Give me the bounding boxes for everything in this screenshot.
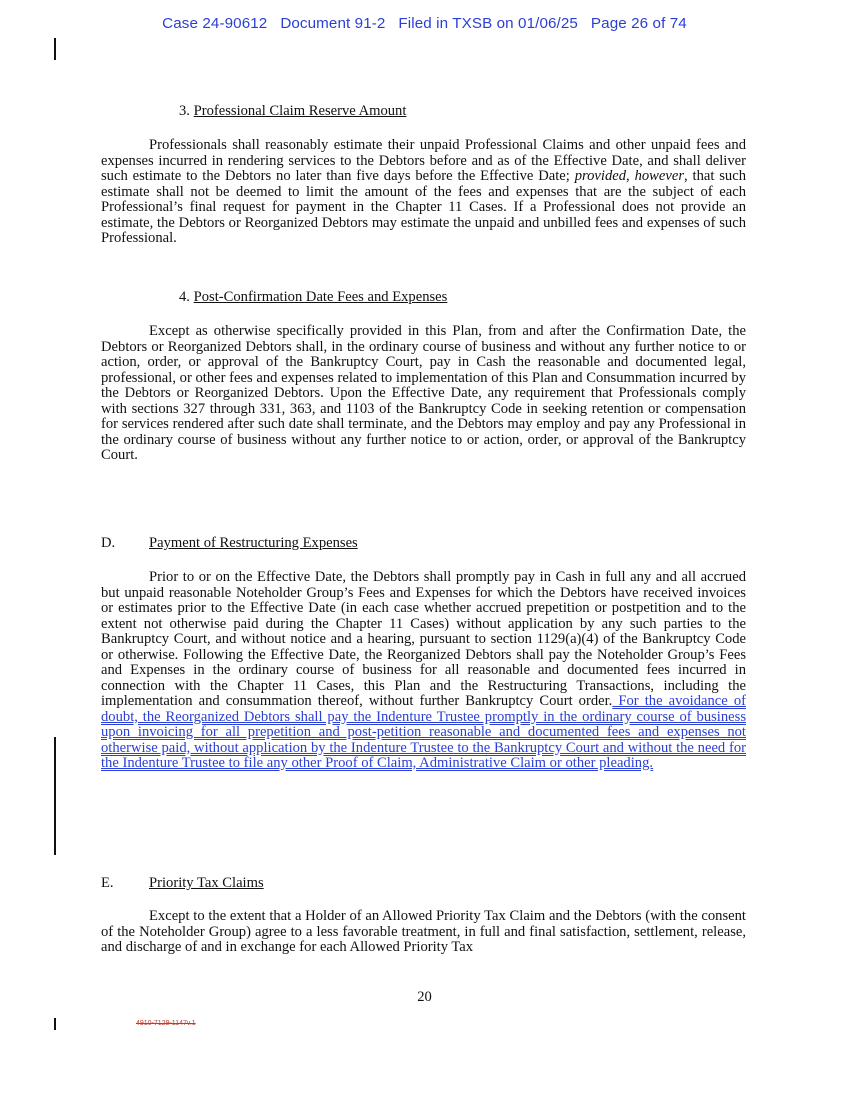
section-4-number: 4. <box>179 289 190 305</box>
change-bar-inserted <box>54 737 56 855</box>
case-number: Case 24-90612 <box>162 15 268 32</box>
section-e-heading <box>101 875 264 891</box>
section-d-letter: D. <box>101 535 116 551</box>
section-3-body: Professionals shall reasonably estimate their unpaid Professional Claims and other unpaid fees and expenses incurred in rendering services to the Debtors before and as of the Effective Date, and shall deliver such estimate to the Debtors no later than five days before the Effective Date; provided, however, that such estimate shall not be deemed to limit the amount of the fees and expenses that are the subject of each Professional’s final request for payment in the Chapter 11 Cases. If a Professional does not provide an estimate, the Debtors or Reorganized Debtors may estimate the unpaid and unbilled fees and expenses of such Professional. <box>101 137 747 246</box>
section-e-title: Priority Tax Claims <box>149 875 264 891</box>
document-number: Document 91-2 <box>280 15 386 32</box>
section-e-letter: E. <box>101 875 114 891</box>
filed-info: Filed in TXSB on 01/06/25 <box>398 15 578 32</box>
page-number: 20 <box>417 989 432 1005</box>
section-e-body: Except to the extent that a Holder of an Allowed Priority Tax Claim and the Debtors (with the consent of the Noteholder Group) agree to a less favorable treatment, in full and final satisfaction, settlement, release, and discharge of and in exchange for each Allowed Priority Tax <box>101 908 746 955</box>
page-info: Page 26 of 74 <box>590 15 687 32</box>
change-bar-top <box>54 38 56 60</box>
document-id: 4910-7129-1147v.1 <box>136 1020 196 1027</box>
section-4-body: Except as otherwise specifically provided in this Plan, from and after the Confirmation Date, the Debtors or Reorganized Debtors shall, in the ordinary course of business and without any further notice to or action, order, or approval of the Bankruptcy Court, pay in Cash the reasonable and documented legal, professional, or other fees and expenses related to implementation of this Plan and Consummation incurred by the Debtors or Reorganized Debtors. Upon the Effective Date, any requirement that Professionals comply with sections 327 through 331, 363, and 1103 of the Bankruptcy Code in seeking retention or compensation for services rendered after such date shall terminate, and the Debtors may employ and pay any Professional in the ordinary course of business without any further notice to or action, order, or approval of the Bankruptcy Court. <box>101 323 746 463</box>
section-3-heading <box>179 103 406 119</box>
filing-header <box>0 15 849 32</box>
section-4-heading <box>179 289 447 305</box>
section-d-title: Payment of Restructuring Expenses <box>149 535 358 551</box>
section-4-title: Post-Confirmation Date Fees and Expenses <box>193 289 448 305</box>
section-3-number: 3. <box>179 103 190 119</box>
change-bar-footer <box>54 1018 56 1030</box>
section-3-title: Professional Claim Reserve Amount <box>193 103 407 119</box>
section-d-heading <box>101 535 358 551</box>
section-d-body: Prior to or on the Effective Date, the Debtors shall promptly pay in Cash in full any and all accrued but unpaid reasonable Noteholder Group’s Fees and Expenses for which the Debtors have received invoices or estimates prior to the Effective Date (in each case whether accrued prepetition or postpetition and to the extent not otherwise paid during the Chapter 11 Cases) without application by any such parties to the Bankruptcy Court, and without notice and a hearing, pursuant to section 1129(a)(4) of the Bankruptcy Code or otherwise. Following the Effective Date, the Reorganized Debtors shall pay the Noteholder Group’s Fees and Expenses in the ordinary course of business for all reasonable and documented fees incurred in connection with the Chapter 11 Cases, this Plan and the Restructuring Transactions, including the implementation and consummation thereof, without further Bankruptcy Court order. For the avoidance of doubt, the Reorganized Debtors shall pay the Indenture Trustee promptly in the ordinary course of business upon invoicing for all prepetition and post-petition reasonable and documented fees and expenses not otherwise paid, without application by the Indenture Trustee to the Bankruptcy Court and without the need for the Indenture Trustee to file any other Proof of Claim, Administrative Claim or other pleading. <box>101 569 746 771</box>
inserted-text: For the avoidance of doubt, the Reorganized Debtors shall pay the Indenture Trustee promptly in the ordinary course of business upon invoicing for all prepetition and post-petition reasonable and documented fees and expenses not otherwise paid, without application by the Indenture Trustee to the Bankruptcy Court and without the need for the Indenture Trustee to file any other Proof of Claim, Administrative Claim or other pleading. <box>101 693 746 771</box>
